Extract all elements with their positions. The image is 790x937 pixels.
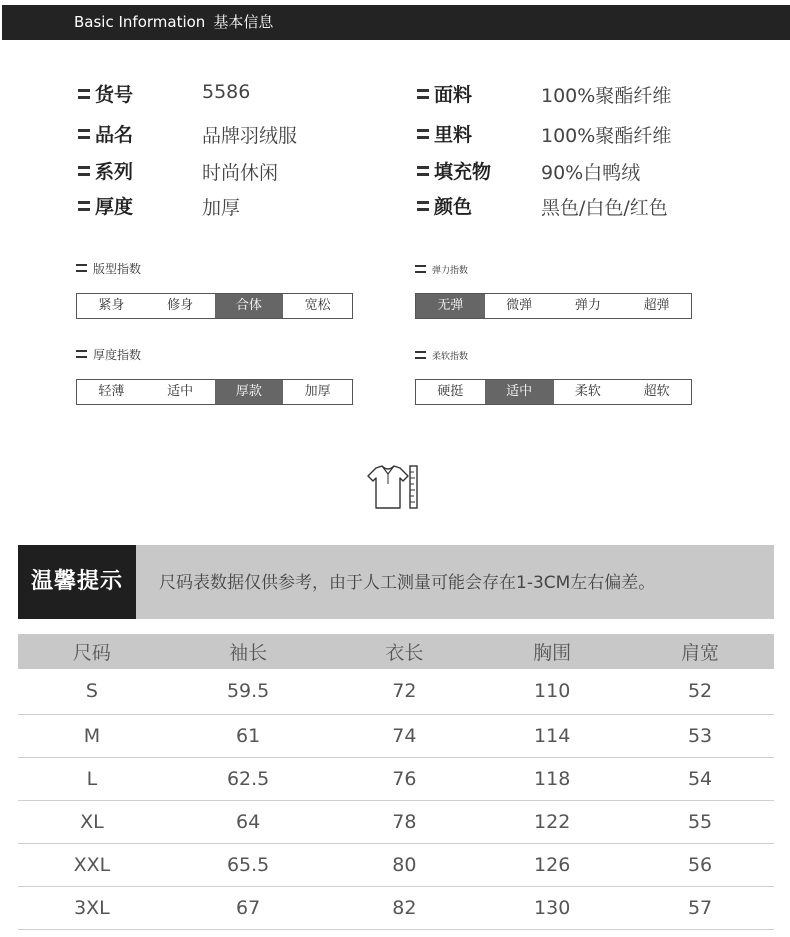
equals-icon [415, 351, 426, 360]
table-row [18, 757, 774, 800]
equals-icon [76, 350, 87, 359]
scale-option: 硬挺 [437, 384, 464, 399]
scale-option: 轻薄 [98, 384, 125, 399]
equals-icon [78, 166, 90, 176]
tip-heading: 温馨提示 [18, 545, 136, 619]
equals-icon [415, 265, 426, 274]
table-cell: 130 [478, 886, 626, 929]
table-cell: 56 [626, 843, 774, 886]
table-row [18, 669, 774, 714]
header-bar [2, 5, 790, 40]
tip-bar [18, 545, 774, 619]
equals-icon [417, 89, 429, 99]
table-row [18, 886, 774, 929]
index-scale-thickness [76, 379, 353, 405]
table-cell: 76 [330, 757, 478, 800]
scale-option: 超弹 [643, 298, 670, 313]
table-cell: 82 [330, 886, 478, 929]
table-row [18, 843, 774, 886]
table-cell: 3XL [18, 886, 166, 929]
header-title-cn: 基本信息 [213, 13, 274, 31]
index-title-fit: 版型指数 [76, 260, 141, 277]
column-header: 肩宽 [626, 634, 774, 669]
table-cell: 122 [478, 800, 626, 843]
info-label-filling: 填充物 [417, 157, 491, 184]
table-cell: 110 [478, 669, 626, 714]
equals-icon [417, 201, 429, 211]
index-scale-elasticity [415, 293, 692, 319]
scale-option-selected: 合体 [215, 294, 284, 318]
scale-option: 加厚 [304, 384, 331, 399]
tip-text: 尺码表数据仅供参考，由于人工测量可能会存在1-3CM左右偏差。 [159, 573, 656, 593]
index-title-elasticity: 弹力指数 [415, 263, 468, 276]
scale-option: 柔软 [574, 384, 601, 399]
info-value-lining: 100%聚酯纤维 [541, 125, 672, 147]
table-cell: 65.5 [166, 843, 331, 886]
table-cell: 64 [166, 800, 331, 843]
table-cell: 62.5 [166, 757, 331, 800]
shirt-ruler-icon [362, 464, 422, 510]
info-label-fabric: 面料 [417, 80, 472, 107]
info-value-filling: 90%白鸭绒 [541, 162, 641, 184]
column-header: 胸围 [478, 634, 626, 669]
table-cell: 114 [478, 714, 626, 757]
info-label-series: 系列 [78, 157, 133, 184]
scale-option: 修身 [167, 298, 194, 313]
equals-icon [78, 129, 90, 139]
table-cell: 67 [166, 886, 331, 929]
table-cell: 55 [626, 800, 774, 843]
info-value-product-name: 品牌羽绒服 [202, 125, 298, 147]
table-cell: 59.5 [166, 669, 331, 714]
table-cell: 80 [330, 843, 478, 886]
table-cell: 53 [626, 714, 774, 757]
scale-option-selected: 适中 [485, 380, 554, 404]
table-cell: XXL [18, 843, 166, 886]
scale-option-selected: 厚款 [215, 380, 284, 404]
table-cell: 57 [626, 886, 774, 929]
table-cell: M [18, 714, 166, 757]
table-cell: XL [18, 800, 166, 843]
table-cell: 118 [478, 757, 626, 800]
table-cell: 78 [330, 800, 478, 843]
header-title-en: Basic Information [74, 13, 206, 31]
info-value-color: 黑色/白色/红色 [541, 197, 668, 219]
column-header: 衣长 [330, 634, 478, 669]
table-header-row [18, 634, 774, 669]
scale-option: 适中 [167, 384, 194, 399]
info-label-lining: 里料 [417, 120, 472, 147]
column-header: 袖长 [166, 634, 331, 669]
info-label-color: 颜色 [417, 192, 472, 219]
info-label-thickness: 厚度 [78, 192, 133, 219]
table-cell: 126 [478, 843, 626, 886]
scale-option-selected: 无弹 [416, 294, 485, 318]
equals-icon [76, 264, 87, 273]
header-title [74, 5, 273, 40]
table-row [18, 714, 774, 757]
index-scale-softness [415, 379, 692, 405]
table-cell: 54 [626, 757, 774, 800]
table-row [18, 800, 774, 843]
equals-icon [417, 166, 429, 176]
info-label-item-no: 货号 [78, 80, 133, 107]
table-cell: 74 [330, 714, 478, 757]
table-cell: 52 [626, 669, 774, 714]
info-label-product-name: 品名 [78, 120, 133, 147]
table-cell: S [18, 669, 166, 714]
scale-option: 宽松 [304, 298, 331, 313]
equals-icon [78, 201, 90, 211]
index-title-thickness: 厚度指数 [76, 346, 141, 363]
scale-option: 紧身 [98, 298, 125, 313]
scale-option: 弹力 [574, 298, 601, 313]
scale-option: 微弹 [506, 298, 533, 313]
table-cell: L [18, 757, 166, 800]
scale-option: 超软 [643, 384, 670, 399]
column-header: 尺码 [18, 634, 166, 669]
table-cell: 72 [330, 669, 478, 714]
equals-icon [417, 129, 429, 139]
info-value-item-no: 5586 [202, 81, 251, 103]
info-value-thickness: 加厚 [202, 197, 241, 219]
equals-icon [78, 89, 90, 99]
size-table [18, 634, 774, 930]
index-scale-fit [76, 293, 353, 319]
table-cell: 61 [166, 714, 331, 757]
index-title-softness: 柔软指数 [415, 349, 468, 362]
info-value-fabric: 100%聚酯纤维 [541, 85, 672, 107]
info-value-series: 时尚休闲 [202, 162, 279, 184]
